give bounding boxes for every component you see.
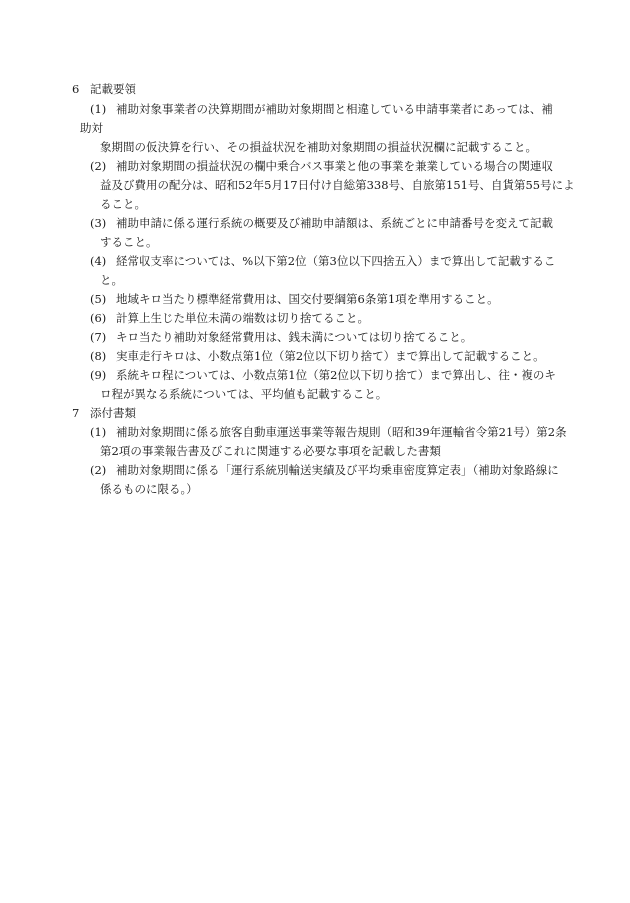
list-item xyxy=(90,368,556,382)
item-text: 実車走行キロは、小数点第1位（第2位以下切り捨て）まで算出して記載すること。 xyxy=(116,349,545,363)
item-continuation: 係るものに限る。） xyxy=(100,482,198,496)
item-text: 補助申請に係る運行系統の概要及び補助申請額は、系統ごとに申請番号を変えて記載 xyxy=(116,216,553,230)
list-item xyxy=(90,254,555,268)
list-item xyxy=(90,349,545,363)
list-item xyxy=(90,330,472,344)
item-mark: (1) xyxy=(90,102,107,116)
item-continuation: 象期間の仮決算を行い、その損益状況を補助対象期間の損益状況欄に記載すること。 xyxy=(100,140,537,154)
item-text: 地域キロ当たり標準経常費用は、国交付要綱第6条第1項を準用すること。 xyxy=(116,292,499,306)
list-item xyxy=(90,311,369,325)
item-text: 補助対象事業者の決算期間が補助対象期間と相違している申請事業者にあっては、補 xyxy=(116,102,553,116)
item-mark: (3) xyxy=(90,216,107,230)
item-mark: (7) xyxy=(90,330,107,344)
section-title: 記載要領 xyxy=(90,82,136,96)
list-item xyxy=(90,102,553,116)
item-mark: (6) xyxy=(90,311,107,325)
item-continuation: ること。 xyxy=(100,197,146,211)
item-continuation: 第2項の事業報告書及びこれに関連する必要な事項を記載した書類 xyxy=(100,444,441,458)
item-continuation: 益及び費用の配分は、昭和52年5月17日付け自総第338号、自旅第151号、自貨第55号によ xyxy=(100,178,575,192)
section-number: 7 xyxy=(72,406,80,420)
section-7-heading xyxy=(72,406,136,420)
item-mark: (8) xyxy=(90,349,107,363)
item-text: 補助対象期間に係る「運行系統別輸送実績及び平均乗車密度算定表」（補助対象路線に xyxy=(116,463,559,477)
item-mark: (9) xyxy=(90,368,107,382)
list-item xyxy=(90,292,499,306)
item-mark: (1) xyxy=(90,425,107,439)
item-text: 補助対象期間に係る旅客自動車運送事業等報告規則（昭和39年運輸省令第21号）第2条 xyxy=(116,425,567,439)
item-mark: (2) xyxy=(90,463,107,477)
item-text: 経常収支率については、%以下第2位（第3位以下四捨五入）まで算出して記載するこ xyxy=(116,254,556,268)
item-text: 補助対象期間の損益状況の欄中乗合バス事業と他の事業を兼業している場合の関連収 xyxy=(116,159,553,173)
item-text: 系統キロ程については、小数点第1位（第2位以下切り捨て）まで算出し、往・複のキ xyxy=(116,368,556,382)
section-title: 添付書類 xyxy=(90,406,136,420)
item-mark: (4) xyxy=(90,254,107,268)
list-item xyxy=(90,216,553,230)
list-item xyxy=(90,463,559,477)
item-text: 計算上生じた単位未満の端数は切り捨てること。 xyxy=(116,311,369,325)
item-continuation: ロ程が異なる系統については、平均値も記載すること。 xyxy=(100,387,388,401)
item-continuation: すること。 xyxy=(100,235,158,249)
section-number: 6 xyxy=(72,82,80,96)
item-continuation: と。 xyxy=(100,273,123,287)
section-6-heading xyxy=(72,82,136,96)
list-item xyxy=(90,159,553,173)
list-item xyxy=(90,425,567,439)
item-mark: (5) xyxy=(90,292,107,306)
item-text: キロ当たり補助対象経常費用は、銭未満については切り捨てること。 xyxy=(116,330,473,344)
item-continuation: 助対 xyxy=(80,121,103,135)
item-mark: (2) xyxy=(90,159,107,173)
